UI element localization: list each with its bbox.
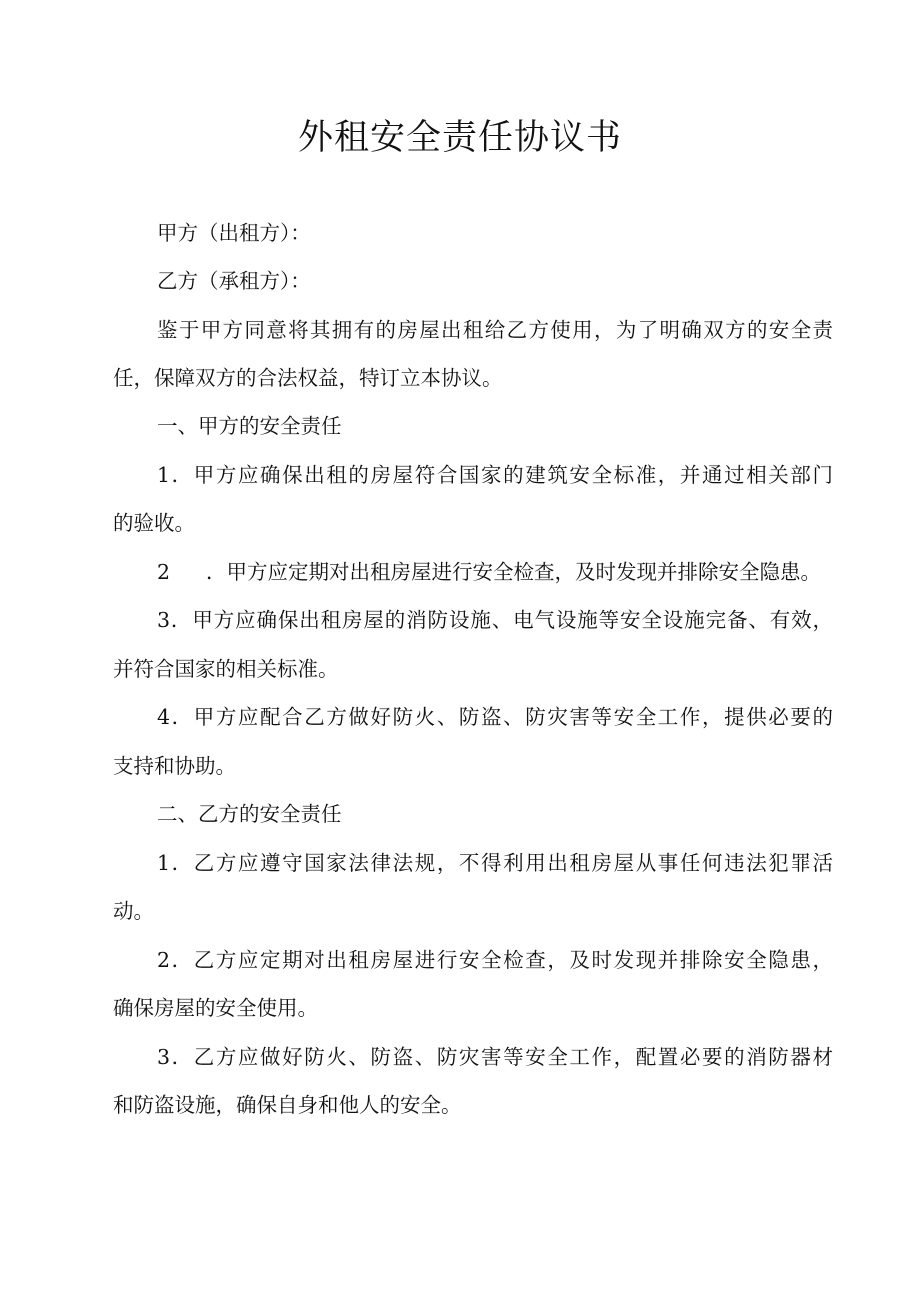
section-2-item-3-line-2: 和防盗设施，确保自身和他人的安全。 bbox=[113, 1093, 462, 1117]
section-1-item-2 bbox=[157, 555, 833, 589]
intro-line-2: 任，保障双方的合法权益，特订立本协议。 bbox=[113, 366, 503, 390]
section-1-item-4-line-1: 4．甲方应配合乙方做好防火、防盗、防灾害等安全工作，提供必要的 bbox=[157, 705, 833, 729]
document-title: 外租安全责任协议书 bbox=[297, 118, 622, 158]
section-1-item-3-line-2: 并符合国家的相关标准。 bbox=[113, 657, 339, 681]
section-2-item-3-line-1: 3．乙方应做好防火、防盗、防灾害等安全工作，配置必要的消防器材 bbox=[157, 1045, 833, 1069]
party-b-line: 乙方（承租方）： bbox=[157, 269, 311, 293]
section-2-item-2-line-2: 确保房屋的安全使用。 bbox=[113, 996, 318, 1020]
section-2-item-1-line-2: 动。 bbox=[113, 899, 154, 923]
section-1-item-4-line-2: 支持和协助。 bbox=[113, 754, 236, 778]
section-1-item-3-line-1: 3．甲方应确保出租房屋的消防设施、电气设施等安全设施完备、有效， bbox=[157, 608, 833, 632]
party-a-line: 甲方（出租方）： bbox=[157, 221, 311, 245]
section-2-item-2-line-1: 2．乙方应定期对出租房屋进行安全检查，及时发现并排除安全隐患， bbox=[157, 948, 833, 972]
section-1-item-1-line-1: 1．甲方应确保出租的房屋符合国家的建筑安全标准，并通过相关部门 bbox=[157, 463, 833, 487]
section-1-item-2-text: ．甲方应定期对出租房屋进行安全检查，及时发现并排除安全隐患。 bbox=[206, 560, 822, 584]
section-1-item-1-line-2: 的验收。 bbox=[113, 511, 195, 535]
section-1-item-2-number: 2 bbox=[157, 560, 171, 584]
section-2-item-1-line-1: 1．乙方应遵守国家法律法规，不得利用出租房屋从事任何违法犯罪活 bbox=[157, 851, 833, 875]
section-1-heading: 一、甲方的安全责任 bbox=[157, 414, 342, 438]
section-2-heading: 二、乙方的安全责任 bbox=[157, 802, 342, 826]
intro-line-1: 鉴于甲方同意将其拥有的房屋出租给乙方使用，为了明确双方的安全责 bbox=[157, 318, 833, 342]
